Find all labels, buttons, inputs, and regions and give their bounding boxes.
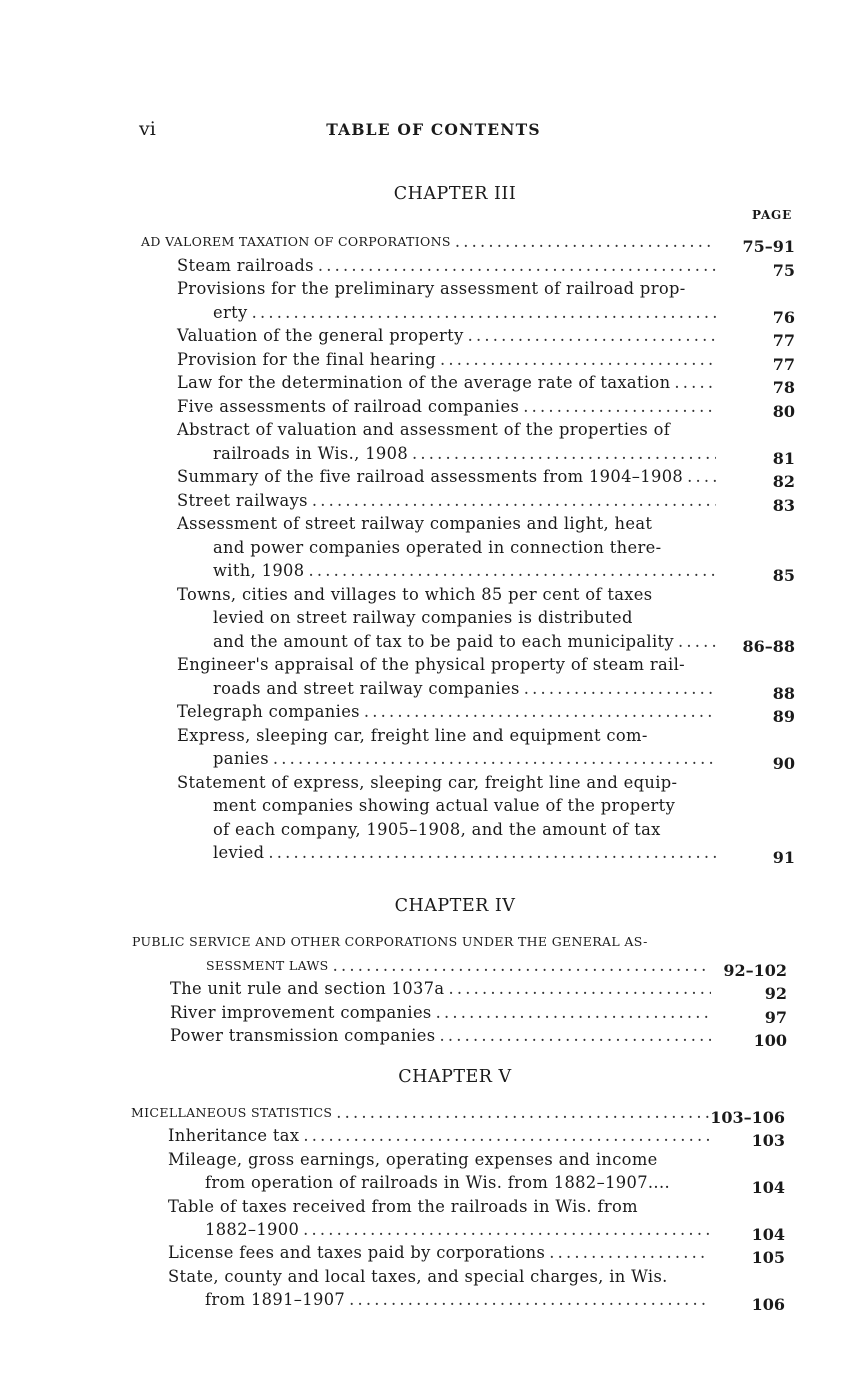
dot-leader <box>524 679 716 699</box>
dot-leader <box>687 467 716 487</box>
toc-entry-text: Five assessments of railroad companies <box>177 396 520 416</box>
toc-page-number: 103–106 <box>710 1108 785 1127</box>
dot-leader <box>273 749 716 769</box>
running-head: TABLE OF CONTENTS <box>326 120 541 139</box>
toc-page-number: 92–102 <box>723 960 787 980</box>
toc-line <box>213 745 716 769</box>
toc-entry-text: Street railways <box>177 490 308 510</box>
toc-line <box>177 416 716 440</box>
toc-line <box>213 557 716 581</box>
toc-page-number: 88 <box>772 683 795 703</box>
toc-line <box>177 463 716 487</box>
chapter-heading-5: CHAPTER V <box>398 1067 512 1087</box>
dot-leader <box>268 843 716 863</box>
dot-leader <box>303 1220 709 1240</box>
toc-line <box>205 1169 709 1193</box>
toc-page-number: 100 <box>753 1031 787 1050</box>
toc-entry-text: Telegraph companies <box>177 702 360 721</box>
toc-line <box>177 393 716 417</box>
toc-page-number: 75 <box>772 260 795 280</box>
toc-line <box>177 581 716 605</box>
toc-page-number: 75–91 <box>742 237 795 256</box>
toc-entry-text: ment companies showing actual value of the property <box>213 796 676 815</box>
toc-line <box>168 1193 709 1217</box>
toc-entry-text: and the amount of tax to be paid to each municipality <box>213 631 674 651</box>
toc-entry-text: PUBLIC SERVICE AND OTHER CORPORATIONS UNDER THE GENERAL AS- <box>132 934 648 949</box>
toc-entry-text: Power transmission companies <box>170 1026 436 1045</box>
toc-line <box>206 952 711 976</box>
chapter-heading-4: CHAPTER IV <box>394 896 516 916</box>
dot-leader <box>440 350 716 370</box>
toc-entry-text: River improvement companies <box>170 1002 432 1022</box>
toc-entry-text: Mileage, gross earnings, operating expenses and income <box>168 1149 658 1169</box>
toc-line <box>177 698 716 722</box>
toc-line <box>132 928 711 952</box>
toc-page-number: 82 <box>772 472 795 491</box>
dot-leader <box>678 632 716 652</box>
dot-leader <box>436 1003 711 1023</box>
toc-entry-text: roads and street railway companies <box>213 678 520 698</box>
dot-leader <box>333 956 711 976</box>
toc-line <box>213 816 716 840</box>
toc-entry-text: railroads in Wis., 1908 <box>213 443 409 463</box>
toc-entry-text: Inheritance tax <box>168 1126 300 1146</box>
toc-line <box>177 510 716 534</box>
toc-line <box>177 722 716 746</box>
dot-leader <box>440 1026 712 1046</box>
toc-line <box>170 999 711 1023</box>
toc-line <box>168 1239 709 1263</box>
toc-entry-text: and power companies operated in connection there- <box>213 537 662 557</box>
toc-line <box>168 1122 709 1146</box>
toc-line <box>205 1216 709 1240</box>
toc-page-number: 104 <box>751 1178 785 1198</box>
toc-entry-text: of each company, 1905–1908, and the amount of tax <box>213 819 661 839</box>
toc-line <box>177 487 716 511</box>
toc-entry-text: panies <box>213 749 269 768</box>
toc-line <box>177 346 716 370</box>
toc-entry-text: SESSMENT LAWS <box>206 957 329 973</box>
toc-page-number: 80 <box>772 401 795 421</box>
toc-entry-text: Assessment of street railway companies and light, heat <box>177 514 653 533</box>
toc-entry-text: State, county and local taxes, and special charges, in Wis. <box>168 1266 668 1286</box>
toc-entry-text: The unit rule and section 1037a <box>170 979 445 998</box>
toc-page-number: 92 <box>764 984 787 1003</box>
dot-leader <box>364 702 716 722</box>
dot-leader <box>312 491 716 511</box>
toc-entry-text: MICELLANEOUS STATISTICS <box>131 1105 333 1120</box>
toc-page-number: 77 <box>772 354 795 374</box>
dot-leader <box>674 373 716 393</box>
toc-entry-text: Provision for the final hearing <box>177 349 436 369</box>
toc-entry-text: Summary of the five railroad assessments from 1904–1908 <box>177 467 684 486</box>
toc-entry-text: Steam railroads <box>177 255 314 275</box>
dot-leader <box>308 561 716 581</box>
toc-entry-text: Valuation of the general property <box>177 326 464 345</box>
toc-line <box>213 534 716 558</box>
dot-leader <box>252 303 716 323</box>
toc-entry-text: with, 1908 <box>213 561 305 580</box>
toc-line <box>213 299 716 323</box>
toc-entry-text: Provisions for the preliminary assessment of railroad prop- <box>177 279 686 298</box>
toc-line <box>177 769 716 793</box>
dot-leader <box>318 256 716 276</box>
toc-entry-text: Express, sleeping car, freight line and equipment com- <box>177 725 648 745</box>
toc-line <box>177 275 716 299</box>
toc-page-number: 106 <box>751 1295 785 1315</box>
toc-page-number: 85 <box>772 566 795 585</box>
toc-page-number: 81 <box>772 448 795 468</box>
toc-line <box>170 975 711 999</box>
page-column-label: PAGE <box>752 208 793 222</box>
toc-entry-text: Statement of express, sleeping car, freight line and equip- <box>177 772 678 792</box>
dot-leader <box>523 397 716 417</box>
toc-entry-text: Towns, cities and villages to which 85 per cent of taxes <box>177 584 653 604</box>
toc-entry-text: License fees and taxes paid by corporations <box>168 1243 546 1263</box>
dot-leader <box>455 232 716 252</box>
toc-line <box>177 252 716 276</box>
toc-line <box>168 1146 709 1170</box>
toc-entry-text: from operation of railroads in Wis. from 1882–1907.... <box>205 1173 671 1193</box>
toc-page-number: 77 <box>772 331 795 350</box>
toc-entry-text: AD VALOREM TAXATION OF CORPORATIONS <box>141 234 451 249</box>
toc-line <box>177 322 716 346</box>
toc-entry-text: Table of taxes received from the railroads in Wis. from <box>168 1196 638 1216</box>
toc-page-number: 89 <box>772 707 795 726</box>
toc-page-number: 90 <box>772 754 795 773</box>
dot-leader <box>468 326 716 346</box>
toc-line <box>213 839 716 863</box>
toc-page-number: 83 <box>772 495 795 515</box>
chapter-heading-3: CHAPTER III <box>393 184 517 204</box>
dot-leader <box>303 1126 709 1146</box>
dot-leader <box>448 979 711 999</box>
toc-entry-text: Engineer's appraisal of the physical property of steam rail- <box>177 655 685 674</box>
toc-line <box>213 604 716 628</box>
toc-line <box>170 1022 711 1046</box>
toc-page-number: 76 <box>772 307 795 327</box>
toc-line <box>213 440 716 464</box>
toc-page-number: 91 <box>772 848 795 867</box>
toc-entry-text: Abstract of valuation and assessment of the properties of <box>177 420 671 439</box>
toc-entry-text: Law for the determination of the average rate of taxation <box>177 373 671 392</box>
toc-page-number: 97 <box>764 1007 787 1027</box>
toc-line <box>213 628 716 652</box>
toc-entry-text: erty <box>213 302 248 322</box>
toc-line <box>141 228 716 252</box>
toc-page-number: 105 <box>751 1248 785 1268</box>
toc-entry-text: levied <box>213 843 265 862</box>
dot-leader <box>336 1103 709 1123</box>
toc-page-number: 86–88 <box>742 636 795 656</box>
toc-line <box>177 369 716 393</box>
toc-entry-text: levied on street railway companies is distributed <box>213 608 633 627</box>
dot-leader <box>549 1243 709 1263</box>
page-number: vi <box>139 118 156 140</box>
toc-entry-text: from 1891–1907 <box>205 1290 346 1310</box>
toc-page-number: 104 <box>751 1225 785 1244</box>
dot-leader <box>349 1290 709 1310</box>
toc-page-number: 103 <box>751 1131 785 1151</box>
toc-line <box>177 651 716 675</box>
toc-line <box>213 675 716 699</box>
toc-line <box>131 1099 709 1123</box>
toc-line <box>213 792 716 816</box>
dot-leader <box>412 444 716 464</box>
toc-line <box>168 1263 709 1287</box>
toc-entry-text: 1882–1900 <box>205 1220 300 1239</box>
toc-line <box>205 1286 709 1310</box>
toc-page-number: 78 <box>772 378 795 397</box>
